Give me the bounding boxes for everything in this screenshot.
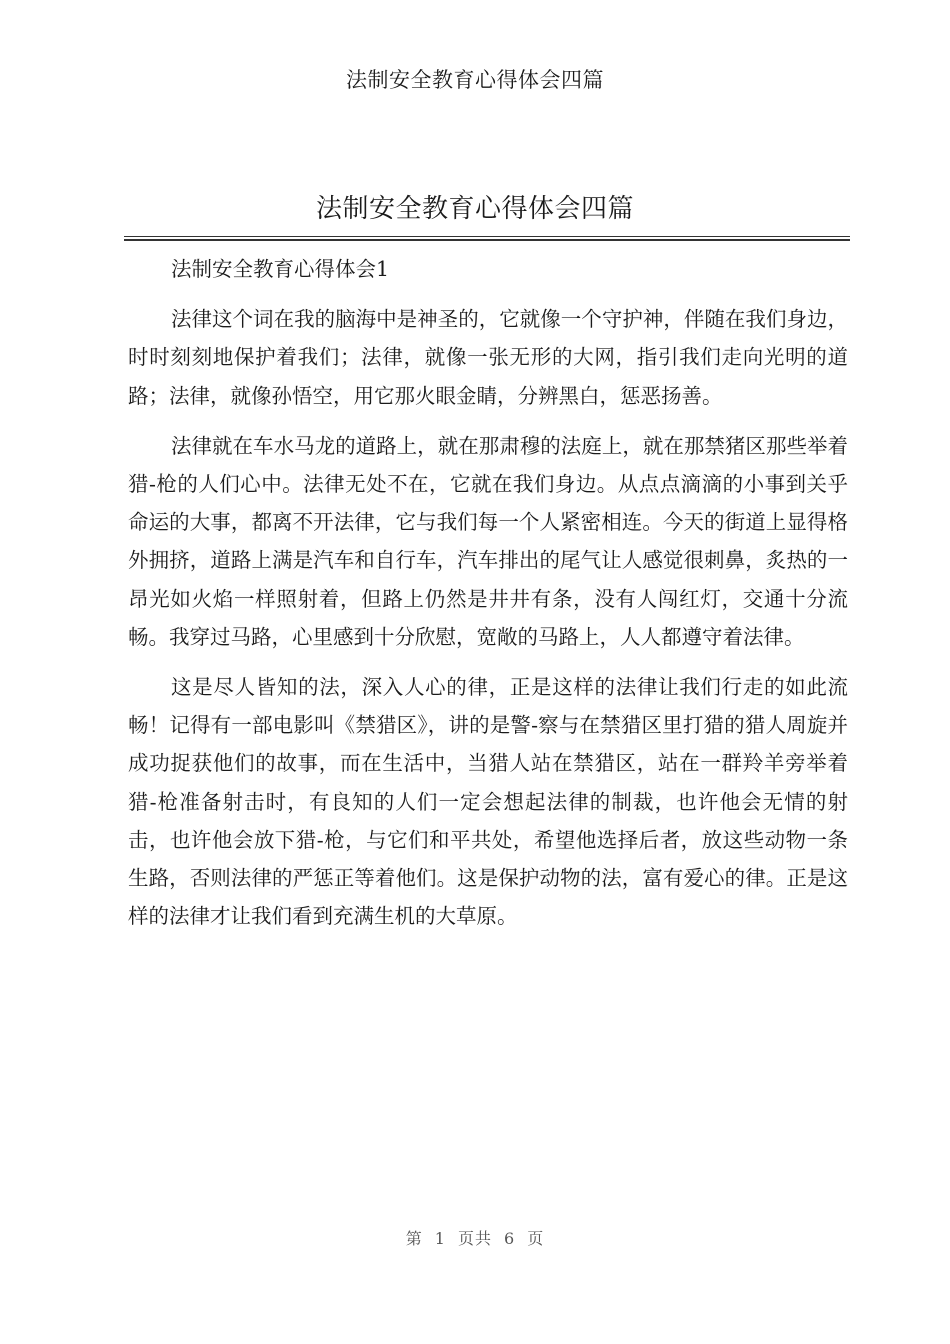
page-footer (0, 1226, 950, 1249)
document-title: 法制安全教育心得体会四篇 (315, 194, 634, 224)
footer-total-pages: 6 (504, 1229, 516, 1248)
paragraph-2: 法律就在车水马龙的道路上，就在那肃穆的法庭上，就在那禁猪区那些举着猎-枪的人们心中。法律无处不在，它就在我们身边。从点点滴滴的小事到关乎命运的大事，都离不开法律，它与我们每一个人紧密相连。今天的街道上显得格外拥挤，道路上满是汽车和自行车，汽车排出的尾气让人感觉很刺鼻，炙热的一昂光如火焰一样照射着，但路上仍然是井井有条，没有人闯红灯，交通十分流畅。我穿过马路，心里感到十分欣慰，宽敞的马路上，人人都遵守着法律。 (128, 433, 848, 649)
footer-prefix: 第 (405, 1229, 423, 1248)
paragraph-3: 这是尽人皆知的法，深入人心的律，正是这样的法律让我们行走的如此流畅！记得有一部电影叫《禁猎区》，讲的是警-察与在禁猎区里打猎的猎人周旋并成功捉获他们的故事，而在生活中，当猎人站在禁猎区，站在一群羚羊旁举着猎-枪准备射击时，有良知的人们一定会想起法律的制裁，也许他会无情的射击，也许他会放下猎-枪，与它们和平共处，希望他选择后者，放这些动物一条生路，否则法律的严惩正等着他们。这是保护动物的法，富有爱心的律。正是这样的法律才让我们看到充满生机的大草原。 (128, 675, 848, 929)
document-body (128, 250, 848, 947)
section-heading: 法制安全教育心得体会1 (171, 257, 390, 281)
title-divider (124, 236, 850, 241)
footer-suffix: 页 (527, 1229, 545, 1248)
paragraph-1: 法律这个词在我的脑海中是神圣的，它就像一个守护神，伴随在我们身边，时时刻刻地保护着我们；法律，就像一张无形的大网，指引我们走向光明的道路；法律，就像孙悟空，用它那火眼金睛，分辨黑白，惩恶扬善。 (128, 307, 848, 408)
footer-current-page: 1 (434, 1229, 446, 1248)
running-header: 法制安全教育心得体会四篇 (346, 68, 604, 92)
footer-mid: 页共 (457, 1229, 492, 1248)
